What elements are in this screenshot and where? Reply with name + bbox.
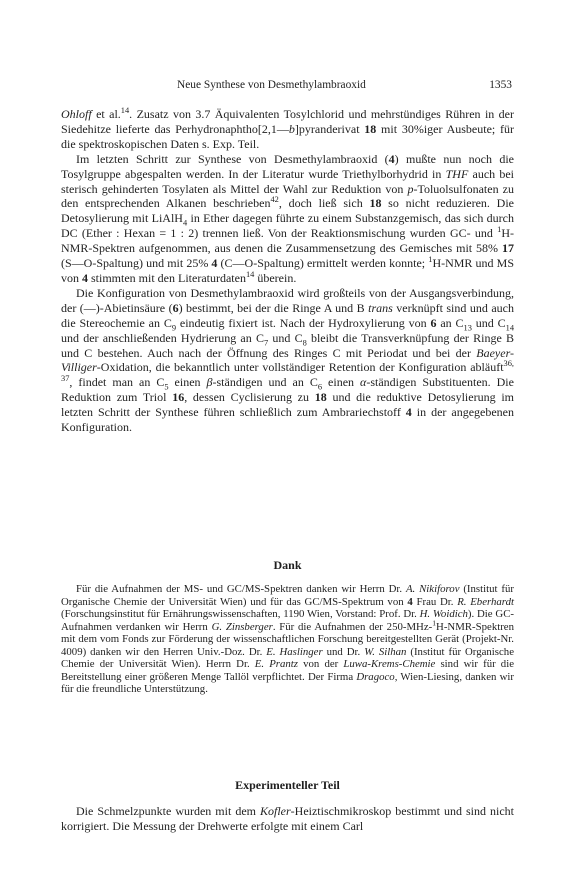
running-header xyxy=(61,78,514,92)
main-text xyxy=(61,107,514,435)
paragraph-2: Im letzten Schritt zur Synthese von Desmethylambraoxid (4) mußte nun noch die Tosylgruppe abgespalten werden. In der Literatur wurde Triethylborhydrid in THF auch bei sterisch gehinderten Tosylaten als Mittel der Wahl zur Reduktion von p-Toluolsulfonaten zu den entsprechenden Alkanen beschrieben$^{42}$, doch ließ sich 18 so nicht reduzieren. Die Detosylierung mit LiAlH$_4$ in Ether dagegen führte zu einem Substanzgemisch, das sich durch DC (Ether : Hexan = 1 : 2) trennen ließ. Von der Reaktionsmischung wurden GC- und $^1$H-NMR-Spektren aufgenommen, aus denen die Zusammensetzung des Gemisches mit 58% 17 (S—O-Spaltung) und mit 25% 4 (C—O-Spaltung) ermittelt werden konnte; $^1$H-NMR und MS von 4 stimmten mit den Literaturdaten$^{14}$ überein. xyxy=(61,151,515,285)
experimental-heading: Experimenteller Teil xyxy=(235,778,340,792)
experimental-text xyxy=(61,804,514,834)
paragraph-3: Die Konfiguration von Desmethylambraoxid wird großteils von der Ausgangsverbindung, der (—)-Abietinsäure (6) bestimmt, bei der die Ringe A und B trans verknüpft sind und auch die Stereochemie an $C_9$ eindeutig fixiert ist. Nach der Hydroxylierung von 6 an $C_{13}$ und $C_{14}$ und der anschließenden Hydrierung an $C_7$ und $C_8$ bleibt die Transverknüpfung der Ringe B und C bestehen. Auch nach der Öffnung des Ringes C mit Periodat und bei der Baeyer-Villiger-Oxidation, die bekanntlich unter vollständiger Retention der Konfiguration abläuft$^{36, 37}$, findet man an $C_5$ einen β-ständigen und an $C_6$ einen α-ständigen Substituenten. Die Reduktion zum Triol 16, dessen Cyclisierung zu 18 und die reduktive Detosylierung im letzten Schritt der Synthese führen schließlich zum Ambrariechstoff 4 in der angegebenen Konfiguration. xyxy=(61,285,514,435)
experimental-paragraph: Die Schmelzpunkte wurden mit dem Kofler-Heiztischmikroskop bestimmt und sind nicht korrigiert. Die Messung der Drehwerte erfolgte mit einem Carl xyxy=(61,804,514,833)
running-title: Neue Synthese von Desmethylambraoxid xyxy=(177,79,366,91)
paragraph-1: Ohloff et al.$^{14}$. Zusatz von 3.7 Äquivalenten Tosylchlorid und mehrstündiges Rühren in der Siedehitze lieferte das Perhydronaphtho[2,1—b]pyranderivat 18 mit 30%iger Ausbeute; für die spektroskopischen Daten s. Exp. Teil. xyxy=(61,106,515,151)
acknowledgements-paragraph: Für die Aufnahmen der MS- und GC/MS-Spektren danken wir Herrn Dr. A. Nikiforov (Institut für Organische Chemie der Universität Wien) und für das GC/MS-Spektrum von 4 Frau Dr. R. Eberhardt (Forschungsinstitut für Ernährungswissenschaften, 1190 Wien, Vorstand: Prof. Dr. H. Woidich). Die GC-Aufnahmen verdanken wir Herrn G. Zinsberger. Für die Aufnahmen der 250-MHz-$^1$H-NMR-Spektren mit dem vom Fonds zur Förderung der wissenschaftlichen Forschung bereitgestellten Gerät (Projekt-Nr. 4009) danken wir den Herren Univ.-Doz. Dr. E. Haslinger und Dr. W. Silhan (Institut für Organische Chemie der Universität Wien). Herrn Dr. E. Prantz von der Luwa-Krems-Chemie sind wir für die Bereitstellung einer größeren Menge Tallöl verpflichtet. Der Firma Dragoco, Wien-Liesing, danken wir für die freundliche Unterstützung. xyxy=(61,583,514,695)
acknowledgements-heading: Dank xyxy=(273,558,302,572)
acknowledgements-text xyxy=(61,583,514,696)
page-number: 1353 xyxy=(489,79,512,91)
